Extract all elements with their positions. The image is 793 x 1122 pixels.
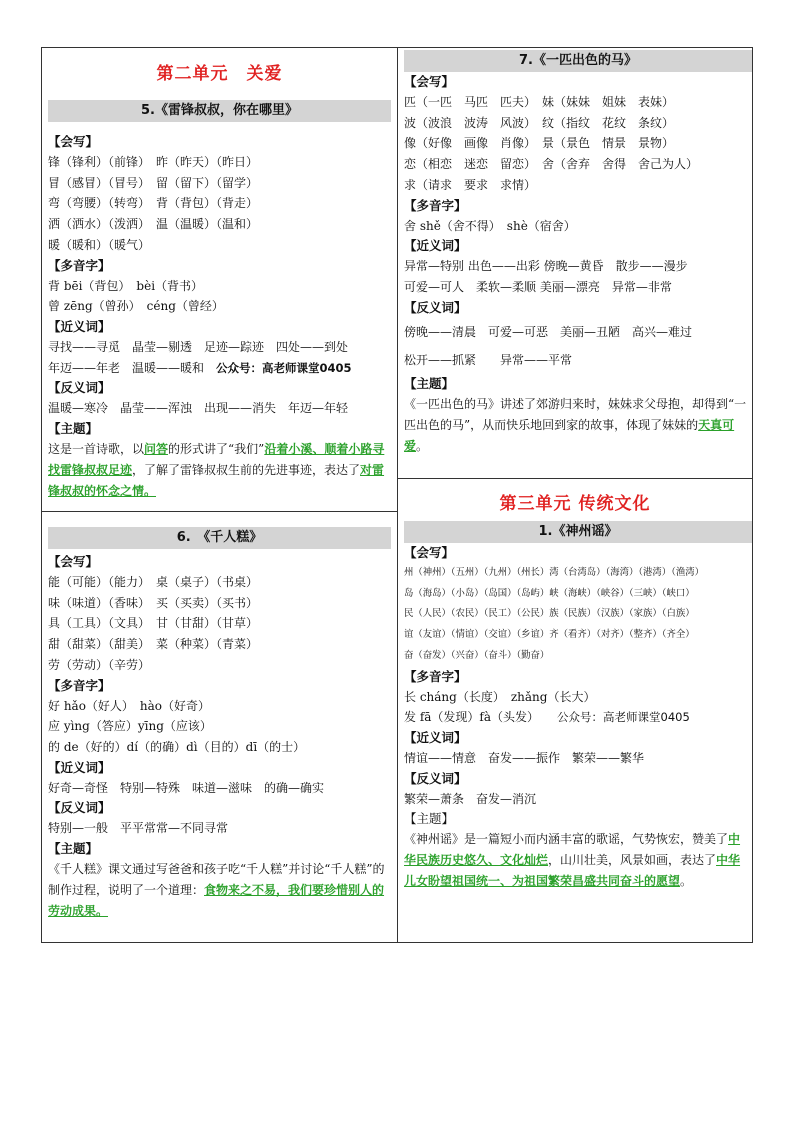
lesson6-zhuti-label: 【主题】 xyxy=(48,841,99,857)
lesson1-huixie-label: 【会写】 xyxy=(404,545,455,560)
lesson6-huixie-line: 味（味道）（香味） 买（买卖）（买书） xyxy=(48,595,259,610)
lesson1-duoyin-line: 长 cháng（长度） zhǎng（长大） xyxy=(404,689,596,704)
lesson7-jinyi-line: 异常—特别 出色——出彩 傍晚—黄昏 散步——漫步 xyxy=(404,259,688,274)
highlight-text: 对雷锋叔叔的怀念之情。 xyxy=(48,463,385,499)
left-top-panel xyxy=(41,47,398,512)
unit2-title: 第二单元 关爱 xyxy=(156,64,283,84)
lesson1-huixie-line: 奋（奋发）（兴奋）（奋斗）（勤奋） xyxy=(404,649,550,661)
lesson1-zhuti-label: 【主题】 xyxy=(404,811,455,827)
lesson5-fanyi-label: 【反义词】 xyxy=(48,380,111,396)
highlight-text: 沿着小溪、顺着小路寻找雷锋叔叔足迹 xyxy=(48,442,385,478)
lesson7-title: 7.《一匹出色的马》 xyxy=(404,50,752,72)
highlight-text: 问答 xyxy=(144,442,169,457)
lesson6-content xyxy=(48,552,391,922)
lesson5-title: 5.《雷锋叔叔，你在哪里》 xyxy=(48,100,391,122)
lesson1-fanyi-label: 【反义词】 xyxy=(404,770,467,786)
lesson7-fanyi-line: 傍晚——清晨 可爱—可恶 美丽—丑陋 高兴—难过 xyxy=(404,324,693,339)
left-bottom-panel xyxy=(41,511,398,943)
lesson5-jinyi-text: 年迈——年老 温暖——暖和 xyxy=(48,360,217,375)
lesson1-huixie-line: 岛（海岛）（小岛）（岛国）（岛屿）峡（海峡）（峡谷）（三峡）（峡口） xyxy=(404,587,695,599)
lesson7-zhuti-label: 【主题】 xyxy=(404,375,455,391)
lesson7-fanyi-label: 【反义词】 xyxy=(404,299,467,315)
lesson5-huixie-line: 锋（锋利）（前锋） 昨（昨天）（昨日） xyxy=(48,155,259,169)
lesson5-duoyin-line: 背 bēi（背包） bèi（背书） xyxy=(48,278,204,293)
right-top-panel xyxy=(397,47,753,479)
highlight-text: 食物来之不易，我们要珍惜别人的劳动成果。 xyxy=(48,883,385,919)
lesson6-duoyin-label: 【多音字】 xyxy=(48,677,111,693)
lesson6-huixie-line: 甜（甜菜）（甜美） 菜（种菜）（青菜） xyxy=(48,637,259,652)
lesson1-title: 1.《神州谣》 xyxy=(404,521,752,543)
lesson7-duoyin-line: 舍 shě（舍不得） shè（宿舍） xyxy=(404,218,576,233)
lesson6-jinyi-line: 好奇—奇怪 特别—特殊 味道—滋味 的确—确实 xyxy=(48,780,325,795)
lesson1-duoyin-line xyxy=(404,707,748,728)
lesson6-fanyi-label: 【反义词】 xyxy=(48,800,111,816)
highlight-text: 天真可爱 xyxy=(404,417,735,453)
lesson6-huixie-line: 劳（劳动）（辛劳） xyxy=(48,657,151,672)
lesson5-duoyin-line: 曾 zēng（曾孙） céng（曾经） xyxy=(48,299,224,314)
lesson7-content xyxy=(404,72,748,457)
lesson5-content xyxy=(48,132,391,502)
lesson1-jinyi-line: 情谊——情意 奋发——振作 繁荣——繁华 xyxy=(404,750,645,765)
lesson1-zhuti-text: 《神州谣》是一篇短小而内涵丰富的歌谣，气势恢宏，赞美了中华民族历史悠久、文化灿烂，山川壮美，风景如画，表达了中华儿女盼望祖国统一、为祖国繁荣昌盛共同奋斗的愿望。 xyxy=(404,832,741,889)
lesson7-jinyi-label: 【近义词】 xyxy=(404,238,467,254)
right-bottom-panel xyxy=(397,478,753,943)
lesson6-huixie-line: 具（工具）（文具） 甘（甘甜）（甘草） xyxy=(48,616,259,631)
lesson7-huixie-line: 像（好像 画像 肖像） 景（景色 情景 景物） xyxy=(404,136,675,151)
lesson7-fanyi-line: 松开——抓紧 异常——平常 xyxy=(404,352,573,367)
lesson1-jinyi-label: 【近义词】 xyxy=(404,729,467,745)
lesson5-zhuti-text: 这是一首诗歌，以问答的形式讲了“我们”沿着小溪、顺着小路寻找雷锋叔叔足迹，了解了雷锋叔叔生前的先进事迹，表达了对雷锋叔叔的怀念之情。 xyxy=(48,442,385,499)
lesson5-huixie-label: 【会写】 xyxy=(48,134,99,149)
lesson1-duoyin-text: 发 fā（发现）fà（头发） xyxy=(404,710,558,725)
lesson5-jinyi-line: 寻找——寻觅 晶莹—剔透 足迹—踪迹 四处——到处 xyxy=(48,339,349,354)
lesson5-jinyi-line xyxy=(48,358,391,379)
lesson6-huixie-line: 能（可能）（能力） 桌（桌子）（书桌） xyxy=(48,575,259,589)
highlight-text: 中华儿女盼望祖国统一、为祖国繁荣昌盛共同奋斗的愿望 xyxy=(404,853,741,889)
lesson5-huixie-line: 暖（暖和）（暖气） xyxy=(48,237,151,252)
lesson6-duoyin-line: 的 de（好的）dí（的确）dì（目的）dī（的士） xyxy=(48,739,306,754)
lesson6-jinyi-label: 【近义词】 xyxy=(48,759,111,775)
watermark-text: 公众号：高老师课堂0405 xyxy=(557,710,690,725)
lesson6-huixie-label: 【会写】 xyxy=(48,554,99,569)
watermark-text: 公众号：高老师课堂0405 xyxy=(216,360,352,375)
lesson5-huixie-line: 冒（感冒）（冒号） 留（留下）（留学） xyxy=(48,175,259,190)
lesson6-duoyin-line: 好 hǎo（好人） hào（好奇） xyxy=(48,698,211,713)
lesson7-huixie-line: 波（波浪 波涛 风波） 纹（指纹 花纹 条纹） xyxy=(404,115,675,130)
lesson6-zhuti-text: 《千人糕》课文通过写爸爸和孩子吃“千人糕”并讨论“千人糕”的制作过程，说明了一个道理：食物来之不易，我们要珍惜别人的劳动成果。 xyxy=(48,862,385,919)
lesson7-huixie-line: 恋（相恋 迷恋 留恋） 舍（舍弃 舍得 舍己为人） xyxy=(404,157,699,172)
lesson6-title: 6. 《千人糕》 xyxy=(48,527,391,549)
lesson6-fanyi-line: 特别—一般 平平常常—不同寻常 xyxy=(48,821,229,836)
lesson1-huixie-line: 民（人民）（农民）（民工）（公民）族（民族）（汉族）（家族）（白族） xyxy=(404,608,695,620)
lesson1-huixie-line: 谊（友谊）（情谊）（交谊）（乡谊）齐（看齐）（对齐）（整齐）（齐全） xyxy=(404,629,695,641)
lesson1-fanyi-line: 繁荣—萧条 奋发—消沉 xyxy=(404,791,537,806)
lesson1-content xyxy=(404,543,748,892)
lesson5-huixie-line: 弯（弯腰）（转弯） 背（背包）（背走） xyxy=(48,196,259,211)
lesson7-duoyin-label: 【多音字】 xyxy=(404,197,467,213)
lesson7-zhuti-text: 《一匹出色的马》讲述了郊游归来时，妹妹求父母抱，却得到“一匹出色的马”，从而快乐地回到家的故事，体现了妹妹的天真可爱。 xyxy=(404,396,747,453)
lesson7-huixie-line: 求（请求 要求 求情） xyxy=(404,177,537,192)
lesson5-fanyi-line: 温暖—寒冷 晶莹——浑浊 出现——消失 年迈—年轻 xyxy=(48,401,349,416)
lesson5-duoyin-label: 【多音字】 xyxy=(48,257,111,273)
highlight-text: 中华民族历史悠久、文化灿烂 xyxy=(404,832,741,868)
lesson7-huixie-label: 【会写】 xyxy=(404,74,455,89)
lesson5-zhuti-label: 【主题】 xyxy=(48,421,99,437)
lesson5-jinyi-label: 【近义词】 xyxy=(48,318,111,334)
unit3-title: 第三单元 传统文化 xyxy=(499,494,651,514)
lesson7-jinyi-line: 可爱—可人 柔软—柔顺 美丽—漂亮 异常—非常 xyxy=(404,279,672,294)
lesson5-huixie-line: 洒（洒水）（泼洒） 温（温暖）（温和） xyxy=(48,217,259,232)
lesson1-duoyin-label: 【多音字】 xyxy=(404,668,467,684)
lesson6-duoyin-line: 应 yìng（答应）yīng（应该） xyxy=(48,719,212,734)
lesson1-huixie-line: 州（神州）（五州）（九州）（州长）湾（台湾岛）（海湾）（港湾）（渔湾） xyxy=(404,567,704,578)
lesson7-huixie-line: 匹（一匹 马匹 匹夫） 妹（妹妹 姐妹 表妹） xyxy=(404,95,675,109)
